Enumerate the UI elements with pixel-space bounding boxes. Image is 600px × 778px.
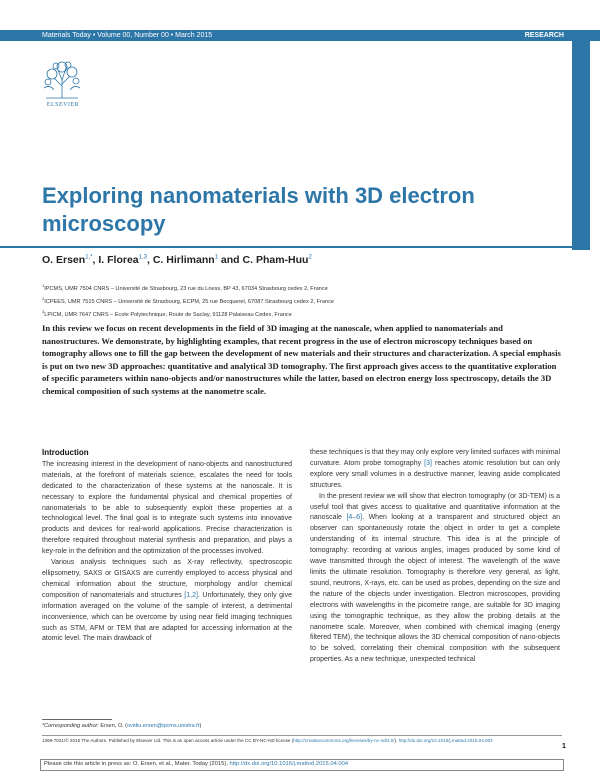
license-text: 1369-7021/© 2015 The Authors. Published by Elsevier Ltd. This is an open access article under the CC BY-NC-ND license (: [42, 738, 294, 743]
author-separator: ,: [146, 254, 153, 266]
doi-link[interactable]: http://dx.doi.org/10.1016/j.mattod.2015.04.004: [398, 738, 493, 743]
footnote-divider: [42, 719, 112, 720]
journal-issue-line: Materials Today • Volume 00, Number 00 • March 2015: [42, 32, 213, 39]
affiliation-number: 2: [42, 295, 45, 301]
section-label: RESEARCH: [524, 32, 564, 39]
article-title: Exploring nanomaterials with 3D electron microscopy: [42, 183, 475, 236]
author-name: C. Hirlimann: [152, 254, 215, 266]
author-separator: ,: [92, 254, 99, 266]
license-text: ).: [394, 738, 399, 743]
body-text: In the present review we will show that electron tomography (or 3D-TEM) is a useful tool that gives access to qualitative and quantitative information at the nanoscale: [310, 492, 560, 522]
author-name: I. Florea: [98, 254, 139, 266]
cite-this-article: [44, 760, 348, 769]
license-link[interactable]: http://creativecommons.org/licenses/by-nc-nd/4.0/: [293, 738, 395, 743]
body-paragraph: [310, 448, 560, 492]
affiliations: [42, 281, 542, 320]
body-text: . When looking at a transparent and structured object an observer can spontaneously rotate the object in order to get a complete understanding of its internal structure. This idea is at the principle of tomography: recording at various angles, images produced by some kind of wave transmitted through the object of interest. The wavelength of the wave limits the ultimate resolution. Tomography is therefore very general, as light, sound, neutrons, X-rays, etc. can be used as probes, depending on the size and the nature of the objects under investigation. Electron microscopes, providing electrons with wavelengths in the picometre range, are suitable for 3D imaging using the tomographic technique, as they allow the probing details at the nanometre scale. Moreover, when combined with chemical imaging (energy filtered TEM), the technique allows the 3D chemical composition of nano-objects to be solved, correlating their chemical composition with the subsequent properties. As a new technique, unexpected technical: [310, 514, 561, 664]
elsevier-tree-logo: [40, 60, 84, 100]
author-list: [42, 254, 312, 266]
author-affiliation-mark: 1,*: [85, 254, 93, 261]
body-text: Various analysis techniques such as X-ray reflectivity, spectroscopic ellipsometry, SAXS or GISAXS are currently employed to access physical and chemical information about the structure, morphology and/or chemical composition of nanomaterials and structures: [42, 559, 292, 599]
body-paragraph: [42, 558, 292, 645]
author-email-link[interactable]: ovidiu.ersen@ipcms.unistra.fr: [127, 723, 200, 729]
section-heading: Introduction: [42, 448, 89, 457]
citation-link[interactable]: [1,2]: [184, 591, 198, 599]
citation-doi-link[interactable]: http://dx.doi.org/10.1016/j.mattod.2015.04.004: [229, 761, 349, 767]
body-paragraph: [310, 492, 560, 667]
affiliation-number: 3: [42, 308, 45, 314]
page-number: 1: [562, 743, 566, 750]
author-name: C. Pham-Huu: [242, 254, 309, 266]
publisher-name: ELSEVIER: [46, 102, 80, 108]
citation-link[interactable]: [3]: [424, 459, 432, 467]
author-name: O. Ersen: [42, 254, 86, 266]
author-affiliation-mark: 1,3: [138, 254, 147, 261]
author-affiliation-mark: 2: [308, 254, 312, 261]
citation-link[interactable]: [4–6]: [346, 514, 363, 522]
article-type-rest: Review: [577, 183, 584, 209]
affiliation-text: LPICM, UMR 7647 CNRS – Ecole Polytechnique, Route de Saclay, 91128 Palaiseau Cedex, France: [44, 311, 292, 318]
footnote-name: Ersen, O. (: [98, 723, 127, 729]
author-affiliation-mark: 1: [214, 254, 219, 261]
article-type-label: [574, 183, 588, 264]
body-text: reaches atomic resolution but can only explore very small volumes in a destructive manner, leaving aside complicated structures.: [310, 459, 560, 489]
author-separator: and: [218, 254, 243, 266]
affiliation-text: ICPEES, UMR 7515 CNRS – Université de Strasbourg, ECPM, 25 rue Becquerel, 67087 Strasbourg cedex 2, France: [44, 298, 335, 305]
affiliation-line: [42, 281, 542, 294]
footnote-close: ): [199, 723, 202, 729]
affiliation-line: [42, 307, 542, 320]
abstract: In this review we focus on recent developments in the field of 3D imaging at the nanoscale, when applied to nanomaterials and nanostructures. We demonstrate, by highlighting examples, that recent progress in the use of electron microscopy techniques based on tomography allows one to fill the gap between the development of new materials and their structures and characterization. A special emphasis is put on two new 3D approaches: quantitative and analytical 3D tomography. The first approach gives access to the quantitative exploration of specific parameters within nano-objects and/or nanostructures while the latter, based on electron energy loss spectroscopy, details the 3D chemical composition of such systems at the nanometre scale.: [42, 323, 561, 396]
affiliation-number: 1: [42, 283, 45, 288]
left-column: [42, 448, 292, 645]
affiliation-line: [42, 294, 542, 307]
body-text: these techniques is that they may only explore very limited surfaces with minimal curvature. Atom probe tomography: [310, 449, 560, 467]
corresponding-author-note: [42, 723, 201, 729]
right-column: [310, 448, 560, 666]
body-text: . Unfortunately, they only give information averaged on the volume of the sample of interest, a detrimental inconvenience, which can be overcome by using near field imaging techniques such as STM, AFM or TEM that are adapted for accessing information at the atomic level. The main drawback of: [42, 591, 292, 643]
citation-text: Please cite this article in press as: O. Ersen, et al., Mater. Today (2015),: [44, 761, 230, 767]
license-statement: [42, 738, 552, 744]
body-paragraph: The increasing interest in the development of nano-objects and nanostructured materials, at the forefront of materials science, escalates the need for tools dedicated to the characterization of these systems at the nanoscale. It is necessary to explore the fundamental physical and chemical properties of nanomaterials to be able to subsequently exploit these properties at a technological level. The final goal is to integrate such systems into innovative products and devices for real-world applications. Precise characterization is therefore required throughout material synthesis and preparation, and plays a key-role in the definition and the optimization of the processes involved.: [42, 460, 292, 556]
footer-divider: [42, 735, 562, 736]
title-divider: [0, 246, 572, 248]
affiliation-text: IPCMS, UMR 7504 CNRS – Université de Strasbourg, 23 rue du Loess, BP 43, 67034 Strasbourg cedex 2, France: [44, 285, 328, 292]
footnote-label: *Corresponding author:: [42, 723, 99, 729]
article-type-strong: RESEARCH:: [577, 208, 584, 250]
